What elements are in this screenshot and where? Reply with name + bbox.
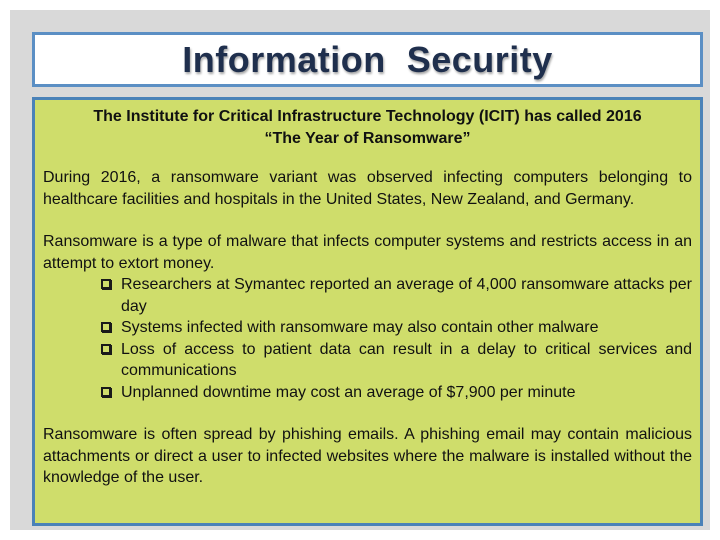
title-box — [32, 32, 703, 87]
square-bullet-icon — [101, 279, 111, 289]
square-bullet-icon — [101, 344, 111, 354]
content-box — [32, 97, 703, 526]
slide — [10, 10, 710, 530]
bullet-text: Systems infected with ransomware may also contain other malware — [121, 319, 599, 336]
square-bullet-icon — [101, 387, 111, 397]
square-bullet-icon — [101, 322, 111, 332]
list-item — [101, 317, 692, 339]
bullet-text: Researchers at Symantec reported an average of 4,000 ransomware attacks per day — [121, 276, 692, 315]
list-item — [101, 382, 692, 404]
bullet-text: Loss of access to patient data can result in a delay to critical services and communications — [121, 340, 692, 379]
bullet-list — [43, 274, 692, 403]
list-item — [101, 339, 692, 382]
subtitle — [43, 106, 692, 149]
subtitle-line-1: The Institute for Critical Infrastructure Technology (ICIT) has called 2016 — [93, 108, 642, 125]
paragraph-phishing: Ransomware is often spread by phishing emails. A phishing email may contain malicious attachments or direct a user to infected websites where the malware is installed without the knowledge of the user. — [43, 426, 692, 486]
subtitle-line-2: “The Year of Ransomware” — [264, 129, 471, 147]
slide-title: Information Security — [182, 38, 553, 80]
paragraph-ransomware-definition: Ransomware is a type of malware that infects computer systems and restricts access in an attempt to extort money. — [43, 233, 692, 272]
paragraph-healthcare: During 2016, a ransomware variant was observed infecting computers belonging to healthcare facilities and hospitals in the United States, New Zealand, and Germany. — [43, 169, 692, 208]
list-item — [101, 274, 692, 317]
bullet-text: Unplanned downtime may cost an average of $7,900 per minute — [121, 383, 576, 401]
